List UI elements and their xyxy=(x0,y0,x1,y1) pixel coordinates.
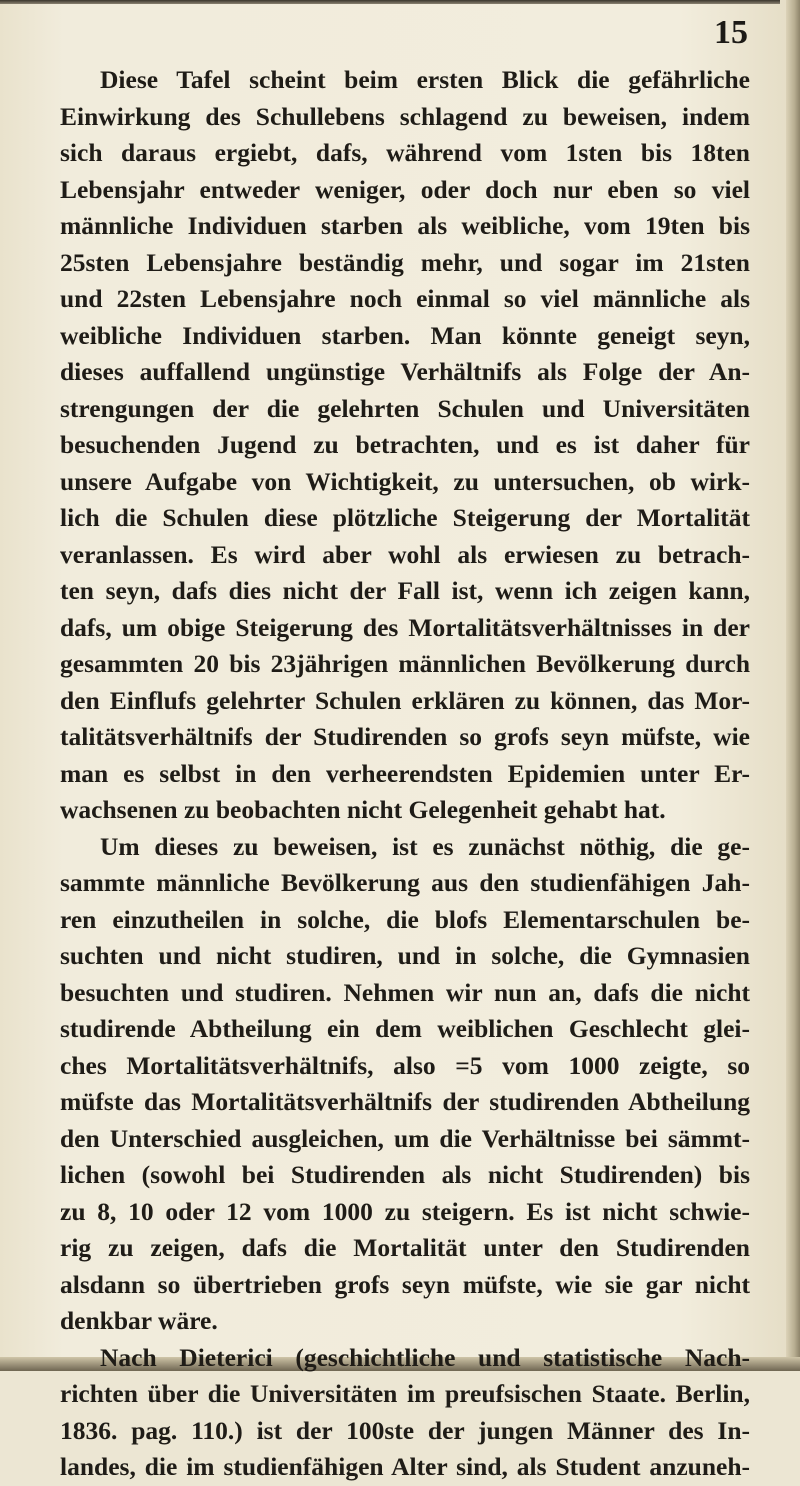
text-line: lich die Schulen diese plötzliche Steigerung der Mortalität xyxy=(60,503,750,532)
text-line: müfste das Mortalitätsverhältnifs der studirenden Abtheilung xyxy=(60,1087,750,1116)
text-line: 1836. pag. 110.) ist der 100ste der jungen Männer des In- xyxy=(60,1415,750,1445)
text-line: 25sten Lebensjahre beständig mehr, und sogar im 21sten xyxy=(60,247,750,277)
text-line: landes, die im studienfähigen Alter sind, als Student anzuneh- xyxy=(60,1452,750,1481)
text-line: ten seyn, dafs dies nicht der Fall ist, wenn ich zeigen kann, xyxy=(60,576,750,605)
text-line: ches Mortalitätsverhältnifs, also =5 vom 1000 zeigte, so xyxy=(60,1050,750,1080)
text-line: den Einflufs gelehrter Schulen erklären zu können, das Mor- xyxy=(60,685,750,715)
text-line: weibliche Individuen starben. Man könnte geneigt seyn, xyxy=(60,320,750,350)
text-line: gesammten 20 bis 23jährigen männlichen Bevölkerung durch xyxy=(60,649,750,678)
page-number: 15 xyxy=(714,14,748,51)
text-line: ren einzutheilen in solche, die blofs Elementarschulen be- xyxy=(60,904,750,934)
text-line: besuchten und studiren. Nehmen wir nun an, dafs die nicht xyxy=(60,977,750,1007)
text-line: denkbar wäre. xyxy=(60,1306,218,1335)
text-line: Um dieses zu beweisen, ist es zunächst nöthig, die ge- xyxy=(100,831,750,861)
text-line: wachsenen zu beobachten nicht Gelegenheit gehabt hat. xyxy=(60,795,666,824)
text-line: und 22sten Lebensjahre noch einmal so viel männliche als xyxy=(60,284,750,313)
text-line: studirende Abtheilung ein dem weiblichen Geschlecht glei- xyxy=(60,1014,750,1043)
text-line: Nach Dieterici (geschichtliche und statistische Nach- xyxy=(100,1342,750,1372)
text-line: dieses auffallend ungünstige Verhältnifs als Folge der An- xyxy=(60,357,750,386)
text-line: Lebensjahr entweder weniger, oder doch nur eben so viel xyxy=(60,174,750,204)
text-line: talitätsverhältnifs der Studirenden so grofs seyn müfste, wie xyxy=(60,722,750,751)
top-rule xyxy=(0,0,780,4)
text-line: richten über die Universitäten im preufsischen Staate. Berlin, xyxy=(60,1379,750,1408)
text-line: alsdann so übertrieben grofs seyn müfste, wie sie gar nicht xyxy=(60,1269,750,1299)
text-line: dafs, um obige Steigerung des Mortalitätsverhältnisses in der xyxy=(60,612,750,642)
text-line: man es selbst in den verheerendsten Epidemien unter Er- xyxy=(60,758,750,788)
text-line: lichen (sowohl bei Studirenden als nicht Studirenden) bis xyxy=(60,1160,750,1189)
text-line: sammte männliche Bevölkerung aus den studienfähigen Jah- xyxy=(60,868,750,897)
text-line: veranlassen. Es wird aber wohl als erwiesen zu betrach- xyxy=(60,539,750,569)
page-edge-right xyxy=(786,0,800,1371)
text-line: Einwirkung des Schullebens schlagend zu beweisen, indem xyxy=(60,101,750,131)
text-line: sich daraus ergiebt, dafs, während vom 1sten bis 18ten xyxy=(60,138,750,167)
text-line: strengungen der die gelehrten Schulen und Universitäten xyxy=(60,393,750,423)
body-text xyxy=(60,62,750,1486)
text-line: suchten und nicht studiren, und in solche, die Gymnasien xyxy=(60,941,750,970)
text-line: besuchenden Jugend zu betrachten, und es ist daher für xyxy=(60,430,750,459)
text-line: rig zu zeigen, dafs die Mortalität unter den Studirenden xyxy=(60,1233,750,1262)
text-line: unsere Aufgabe von Wichtigkeit, zu untersuchen, ob wirk- xyxy=(60,466,750,496)
text-line: den Unterschied ausgleichen, um die Verhältnisse bei sämmt- xyxy=(60,1123,750,1153)
text-line: männliche Individuen starben als weibliche, vom 19ten bis xyxy=(60,211,750,240)
text-line: Diese Tafel scheint beim ersten Blick die gefährliche xyxy=(100,65,750,94)
text-line: zu 8, 10 oder 12 vom 1000 zu steigern. Es ist nicht schwie- xyxy=(60,1196,750,1226)
